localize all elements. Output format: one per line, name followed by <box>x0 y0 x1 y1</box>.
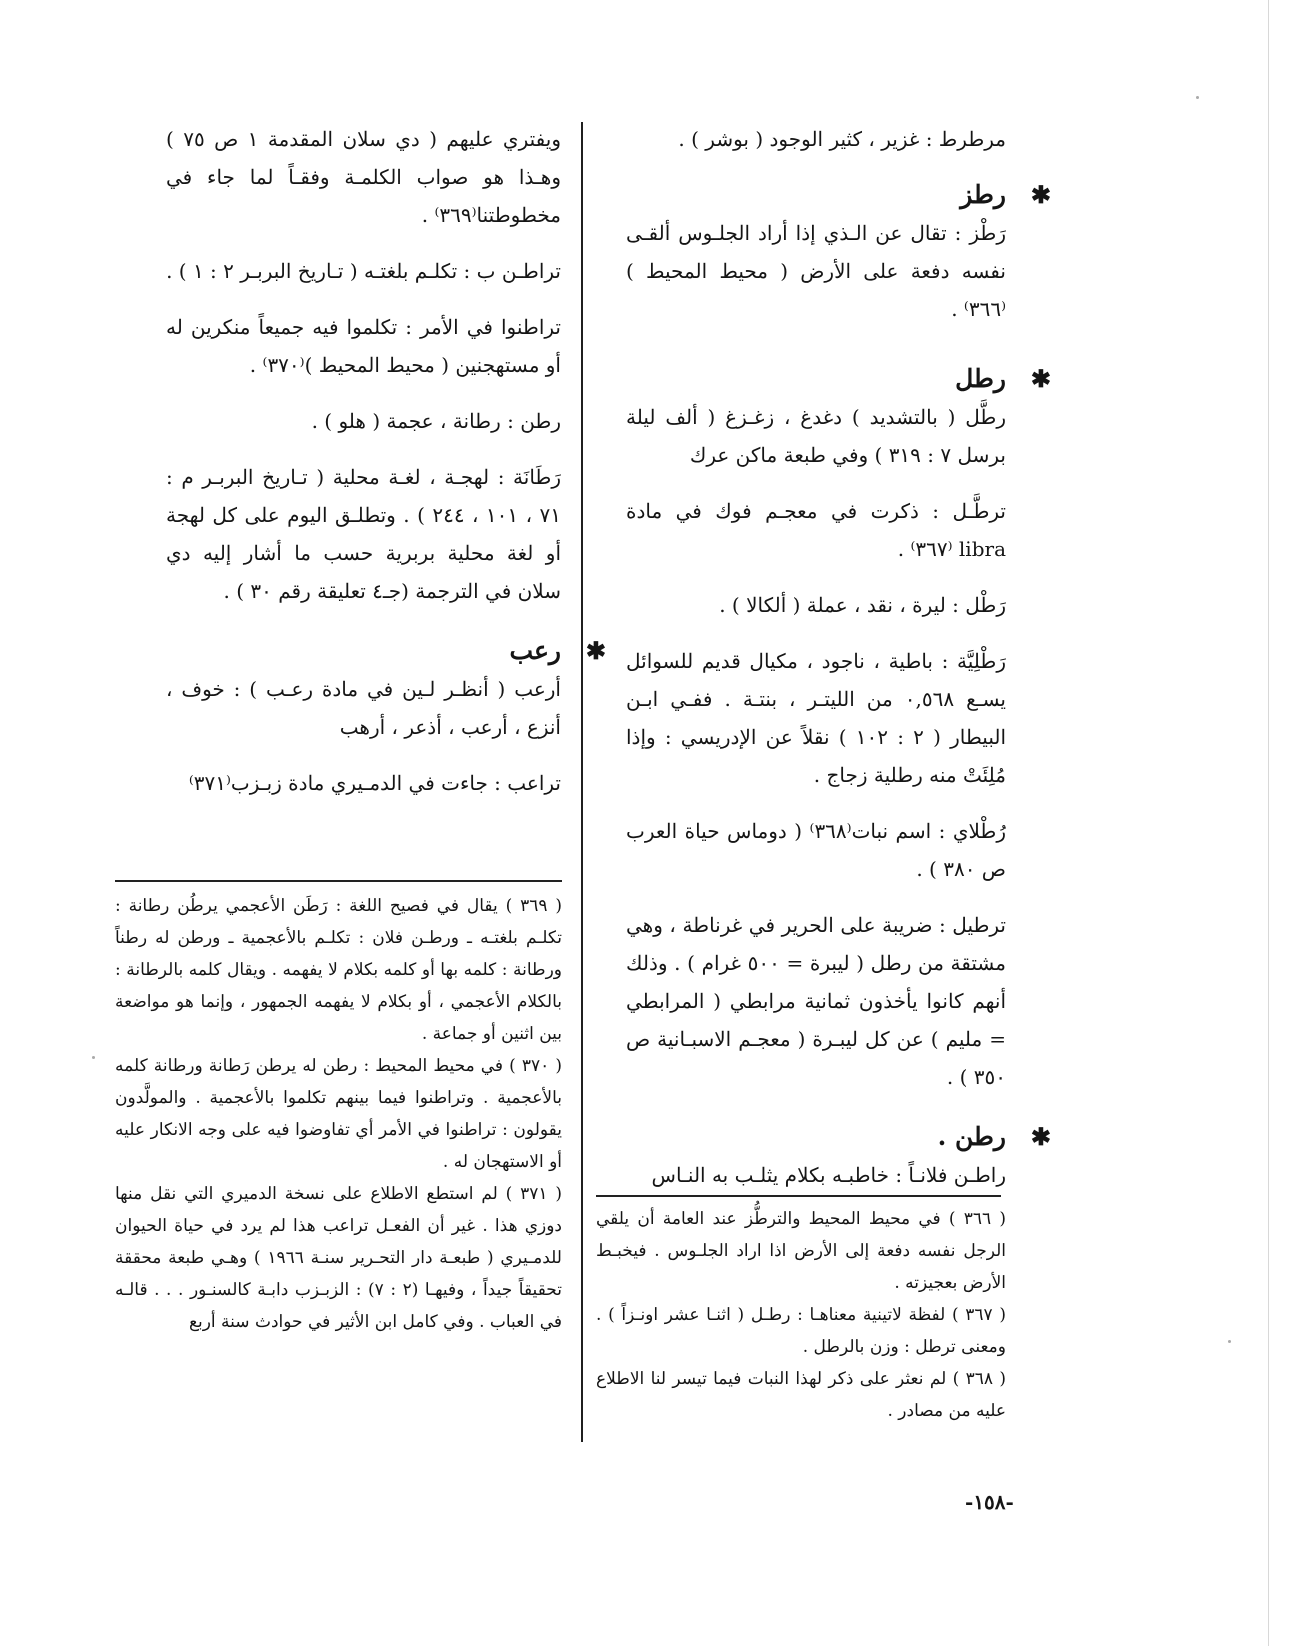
asterisk-icon: ✱ <box>1030 180 1051 209</box>
footnote: ( ٣٦٧ ) لفظة لاتينية معناهـا : رطـل ( اثنـا عشر اونـزاً ) . ومعنى ترطل : وزن بالرطل . <box>596 1305 1006 1357</box>
asterisk-icon: ✱ <box>1030 364 1051 393</box>
paragraph: رَطَانَة : لهجـة ، لغـة محلية ( تـاريخ البربـر م : ٧١ ، ١٠١ ، ٢٤٤ ) . وتطلـق اليوم على كل لهجة أو لغة محلية بربرية حسب ما أشار إليه دي سلان في الترجمة (جـ٤ تعليقة رقم ٣٠ ) . <box>166 465 561 603</box>
page-number: -١٥٨- <box>965 1490 1014 1514</box>
right-column <box>626 120 1051 1212</box>
paragraph: تراطـن ب : تكلـم بلغتـه ( تـاريخ البربـر ٢ : ١ ) . <box>166 259 561 283</box>
asterisk-icon: ✱ <box>1030 1122 1051 1151</box>
asterisk-icon: ✱ <box>585 636 606 665</box>
paragraph: راطـن فلانـاً : خاطبـه بكلام يثلـب به النـاس <box>651 1163 1006 1187</box>
scan-edge <box>1268 0 1269 1646</box>
left-column <box>166 120 606 820</box>
paragraph: تراعب : جاءت في الدمـيري مادة زبـزب⁽٣٧١⁾ <box>188 771 561 795</box>
paragraph: رَطْل : ليرة ، نقد ، عملة ( ألكالا ) . <box>719 593 1006 617</box>
entry-heading: ✱ رطن . <box>626 1118 1006 1156</box>
footnote: ( ٣٧٠ ) في محيط المحيط : رطن له يرطن رَطانة ورطانة كلمه بالأعجمية . وتراطنوا فيما بينهم تكلموا بالأعجمية . والمولَّدون يقولون : تراطنوا في الأمر أي تفاوضوا فيه على وجه الانكار عليه أو الاستهجان له . <box>115 1056 562 1172</box>
footnote-rule <box>596 1195 1001 1197</box>
footnotes-right <box>596 1203 1006 1427</box>
paragraph: ويفتري عليهم ( دي سلان المقدمة ١ ص ٧٥ ) وهـذا هو صواب الكلمـة وفقـاً لما جاء في مخطوطتنا⁽٣٦٩⁾ . <box>166 127 561 227</box>
column-divider <box>581 122 583 1442</box>
scan-speck <box>1196 96 1199 99</box>
scan-speck <box>92 1056 95 1059</box>
footnote: ( ٣٧١ ) لم استطع الاطلاع على نسخة الدميري التي نقل منها دوزي هذا . غير أن الفعـل تراعب هذا لم يرد في حياة الحيوان للدمـيري ( طبعـة دار التحـرير سنـة ١٩٦٦ ) وهـي طبعة محققة تحقيقاً جيداً ، وفيهـا (٢ : ٧) : الزبـزب دابـة كالسنـور . . . قالـه في العباب . وفي كامل ابن الأثير في حوادث سنة أربع <box>115 1184 562 1332</box>
paragraph: ترطيل : ضريبة على الحرير في غرناطة ، وهي مشتقة من رطل ( ليبرة = ٥٠٠ غرام ) . وذلك أنهم كانوا يأخذون ثمانية مرابطي ( المرابطي = مليم ) عن كل ليبـرة ( معجـم الاسبـانية ص ٣٥٠ ) . <box>626 913 1006 1089</box>
paragraph: مرطرط : غزير ، كثير الوجود ( بوشر ) . <box>678 127 1006 151</box>
entry-heading: ✱ رعب <box>166 632 561 670</box>
paragraph: ترطَّـل : ذكرت في معجـم فوك في مادة libra ⁽٣٦٧⁾ . <box>626 499 1006 561</box>
footnote: ( ٣٦٨ ) لم نعثر على ذكر لهذا النبات فيما تيسر لنا الاطلاع عليه من مصادر . <box>596 1369 1006 1421</box>
footnote: ( ٣٦٦ ) في محيط المحيط والترطُّز عند العامة أن يلقي الرجل نفسه دفعة إلى الأرض اذا اراد الجلـوس . فيخبـط الأرض بعجيزته . <box>596 1209 1006 1293</box>
scan-speck <box>1228 1340 1231 1343</box>
footnote-rule <box>115 880 562 882</box>
entry-heading: ✱ رطل <box>626 360 1006 398</box>
paragraph: رَطْلِيَّة : باطية ، ناجود ، مكيال قديم للسوائل يسـع ٠,٥٦٨ من الليتـر ، بنتـة . ففـي ابـن البيطار ( ٢ : ١٠٢ ) نقلاً عن الإدريسي : وإذا مُلِئَتْ منه رطلية زجاج . <box>626 649 1006 787</box>
paragraph: رَطْز : تقال عن الـذي إذا أراد الجلـوس ألقـى نفسه دفعة على الأرض ( محيط المحيط )⁽٣٦٦⁾ . <box>626 221 1006 321</box>
footnotes-left <box>115 890 562 1338</box>
paragraph: رطَّل ( بالتشديد ) دغدغ ، زغـزغ ( ألف ليلة برسل ٧ : ٣١٩ ) وفي طبعة ماكن عرك <box>626 405 1006 467</box>
paragraph: تراطنوا في الأمر : تكلموا فيه جميعاً منكرين له أو مستهجنين ( محيط المحيط )⁽٣٧٠⁾ . <box>166 315 561 377</box>
footnote: ( ٣٦٩ ) يقال في فصيح اللغة : رَطَن الأعجمي يرطُن رطانة : تكلـم بلغتـه ـ ورطـن فلان : تكلـم بالأعجمية ـ ورطن له رطناً ورطانة : كلمه بها أو كلمه بكلام لا يفهمه . ويقال كلمه بالرطانة : بالكلام الأعجمي ، أو بكلام لا يفهمه الجمهور ، وإنما هو مواضعة بين اثنين أو جماعة . <box>115 896 562 1044</box>
paragraph: رطن : رطانة ، عجمة ( هلو ) . <box>311 409 561 433</box>
entry-heading: ✱ رطز <box>626 176 1006 214</box>
paragraph: رُطْلاي : اسم نبات⁽٣٦٨⁾ ( دوماس حياة العرب ص ٣٨٠ ) . <box>626 819 1006 881</box>
paragraph: أرعب ( أنظـر لـين في مادة رعـب ) : خوف ، أنزع ، أرعب ، أذعر ، أرهب <box>166 677 561 739</box>
